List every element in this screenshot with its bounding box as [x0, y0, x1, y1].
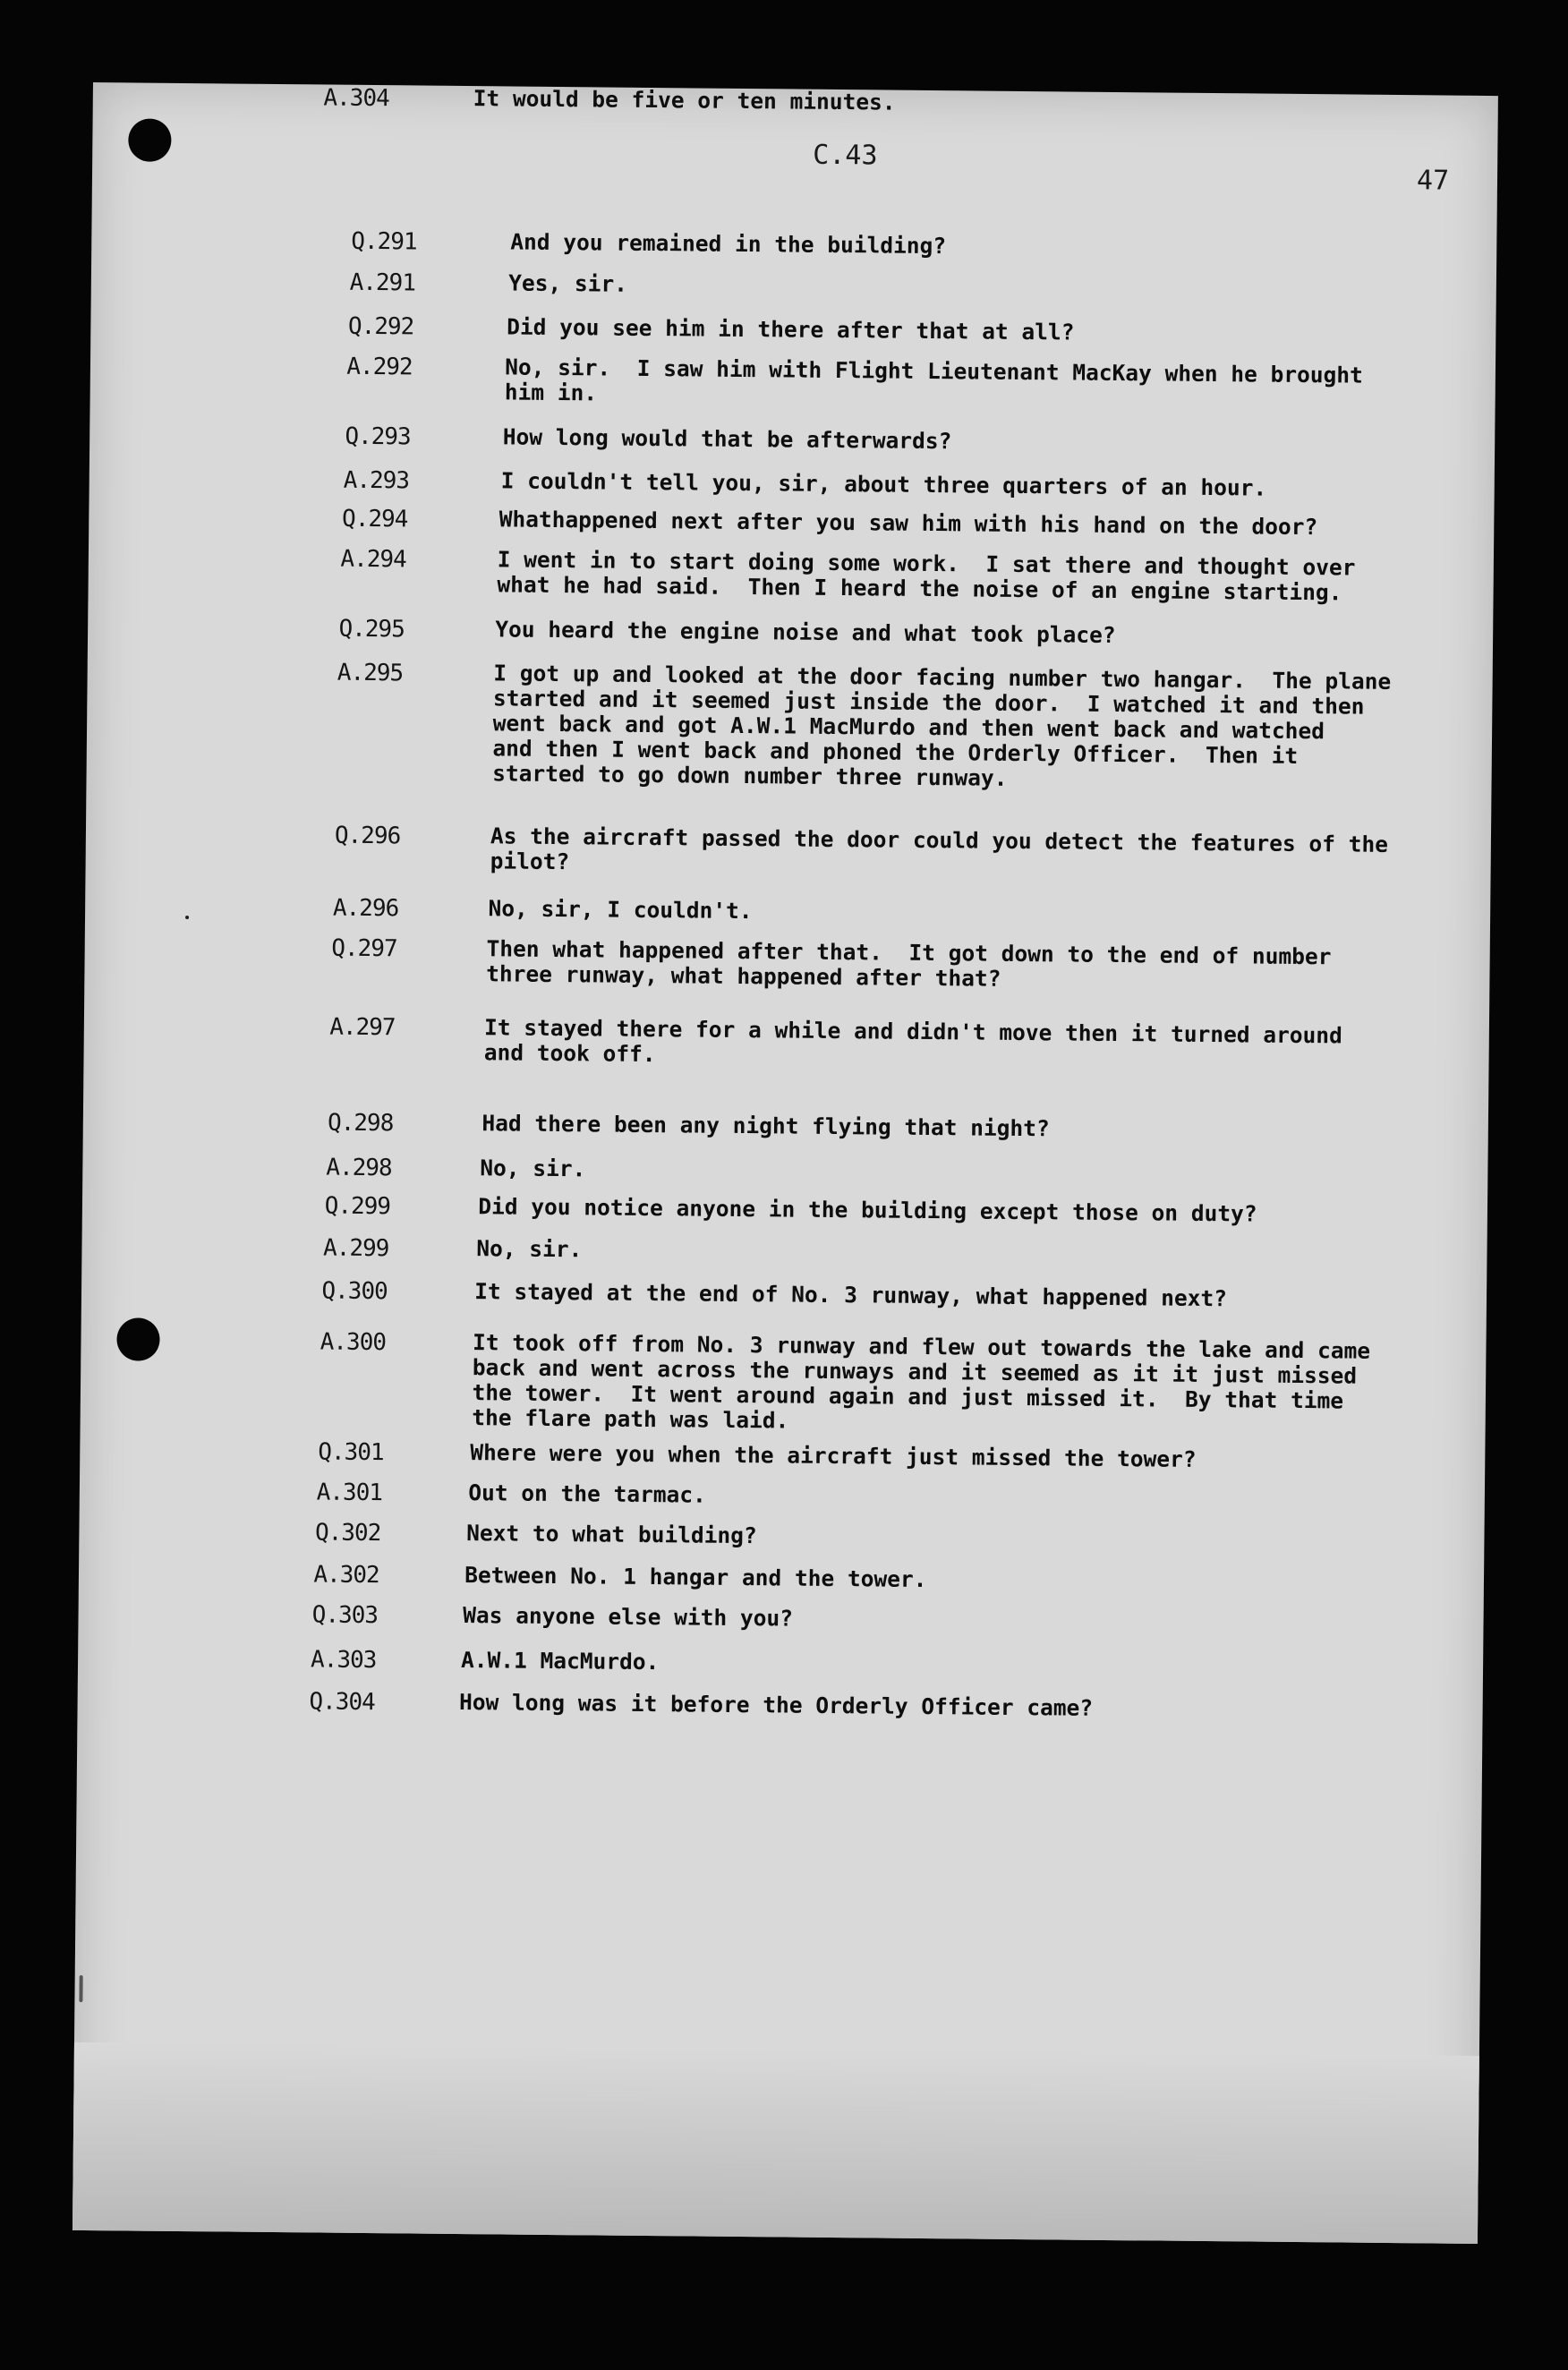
question-text: How long would that be afterwards?	[502, 423, 952, 455]
qa-entry	[80, 1517, 1485, 1549]
answer-text: Between No. 1 hangar and the tower.	[464, 1562, 927, 1593]
answer-text: I got up and looked at the door facing number two hangar. The plane started and it seemed just inside the door. I watched it and then went back and got A.W.1 MacMurdo and then went back and watched and then I went back and phoned the Orderly Officer. Then it started to go down number three runway.	[492, 660, 1392, 791]
answer-number: A.294	[340, 545, 406, 574]
question-number: Q.303	[311, 1601, 379, 1630]
answer-number: A.297	[329, 1013, 396, 1042]
qa-entry	[82, 1232, 1487, 1263]
qa-entry	[85, 892, 1490, 925]
qa-entry	[82, 1190, 1487, 1227]
question-number: Q.300	[321, 1277, 388, 1306]
question-text: As the aircraft passed the door could you detect the features of the pilot?	[490, 823, 1389, 875]
qa-entry	[91, 226, 1496, 260]
punch-hole	[116, 1317, 159, 1360]
qa-entry	[78, 1686, 1483, 1721]
qa-entry	[93, 82, 1498, 115]
question-number: Q.295	[338, 615, 405, 644]
answer-number: A.293	[343, 466, 410, 495]
document-page	[72, 82, 1498, 2244]
qa-entry	[89, 421, 1495, 455]
paper-speck	[185, 916, 189, 919]
answer-number: A.299	[322, 1234, 389, 1263]
qa-entry	[83, 1107, 1488, 1142]
answer-number: A.303	[310, 1646, 377, 1675]
question-number: Q.291	[351, 227, 417, 256]
question-number: Q.293	[345, 422, 411, 451]
answer-text: It would be five or ten minutes.	[473, 85, 896, 115]
answer-number: A.302	[313, 1561, 379, 1590]
qa-entry	[79, 1599, 1484, 1632]
answer-text: No, sir. I saw him with Flight Lieutenant MacKay when he brought him in.	[504, 354, 1364, 406]
question-text: Then what happened after that. It got down to the end of number three runway, what happened after that?	[486, 935, 1332, 992]
answer-number: A.300	[320, 1328, 387, 1357]
document-reference: C.43	[813, 139, 878, 172]
question-number: Q.297	[331, 934, 397, 963]
question-text: Did you see him in there after that at all?	[507, 313, 1075, 345]
qa-entry	[84, 1011, 1489, 1068]
answer-text: I went in to start doing some work. I sat there and thought over what he had said. Then I heard the noise of an engine starting.	[497, 546, 1356, 606]
qa-entry	[85, 933, 1490, 992]
qa-entry	[79, 1559, 1484, 1593]
answer-text: It stayed there for a while and didn't move then it turned around and took off.	[483, 1014, 1342, 1068]
answer-text: It took off from No. 3 runway and flew out towards the lake and came back and went across the runways and it seemed as it it just missed the tower. It went around again and just missed it. By that time the flare path was laid.	[472, 1329, 1371, 1434]
question-number: Q.301	[318, 1438, 384, 1467]
answer-text: I couldn't tell you, sir, about three quarters of an hour.	[500, 467, 1267, 501]
qa-entry	[80, 1436, 1485, 1472]
question-number: Q.302	[314, 1519, 381, 1547]
qa-entry	[91, 311, 1496, 345]
answer-text: No, sir.	[476, 1235, 583, 1263]
punch-hole	[128, 118, 171, 161]
question-text: Had there been any night flying that night?	[481, 1110, 1050, 1142]
paper-speck	[79, 1975, 82, 2002]
question-number: Q.296	[334, 822, 401, 850]
answer-text: A.W.1 MacMurdo.	[460, 1647, 660, 1675]
answer-text: No, sir, I couldn't.	[488, 895, 753, 925]
question-number: Q.304	[309, 1688, 375, 1717]
answer-number: A.298	[326, 1154, 392, 1182]
answer-text: Yes, sir.	[508, 269, 628, 297]
question-text: Where were you when the aircraft just missed the tower?	[470, 1439, 1197, 1472]
question-text: And you remained in the building?	[510, 228, 947, 260]
qa-entry	[81, 1326, 1487, 1434]
answer-number: A.292	[346, 353, 413, 381]
question-number: Q.299	[324, 1192, 391, 1221]
answer-text: No, sir.	[480, 1155, 586, 1182]
question-text: Next to what building?	[466, 1520, 757, 1549]
qa-entry	[83, 1152, 1488, 1182]
answer-text: Out on the tarmac.	[468, 1479, 706, 1508]
qa-entry	[88, 613, 1493, 648]
question-text: Was anyone else with you?	[463, 1602, 794, 1632]
question-text: Whathappened next after you saw him with his hand on the door?	[499, 506, 1318, 541]
page-number: 47	[1416, 165, 1450, 197]
question-number: Q.292	[347, 312, 414, 341]
qa-entry	[86, 820, 1491, 875]
question-number: Q.298	[327, 1109, 394, 1138]
qa-entry	[90, 351, 1496, 406]
answer-number: A.291	[349, 269, 416, 297]
question-text: You heard the engine noise and what took place?	[495, 616, 1116, 648]
qa-entry	[91, 267, 1496, 297]
qa-entry	[81, 1275, 1487, 1312]
answer-number: A.295	[337, 659, 404, 687]
question-text: It stayed at the end of No. 3 runway, what happened next?	[474, 1278, 1228, 1312]
answer-number: A.301	[316, 1479, 383, 1507]
answer-number: A.296	[332, 894, 399, 923]
qa-entry	[88, 657, 1493, 791]
question-text: Did you notice anyone in the building except those on duty?	[478, 1193, 1257, 1227]
qa-entry	[89, 465, 1495, 501]
qa-entry	[80, 1477, 1485, 1508]
question-number: Q.294	[341, 505, 408, 533]
qa-entry	[89, 503, 1494, 541]
question-text: How long was it before the Orderly Officer came?	[458, 1689, 1094, 1721]
qa-entry	[78, 1644, 1483, 1675]
answer-number: A.304	[323, 84, 389, 113]
qa-entry	[89, 543, 1494, 606]
